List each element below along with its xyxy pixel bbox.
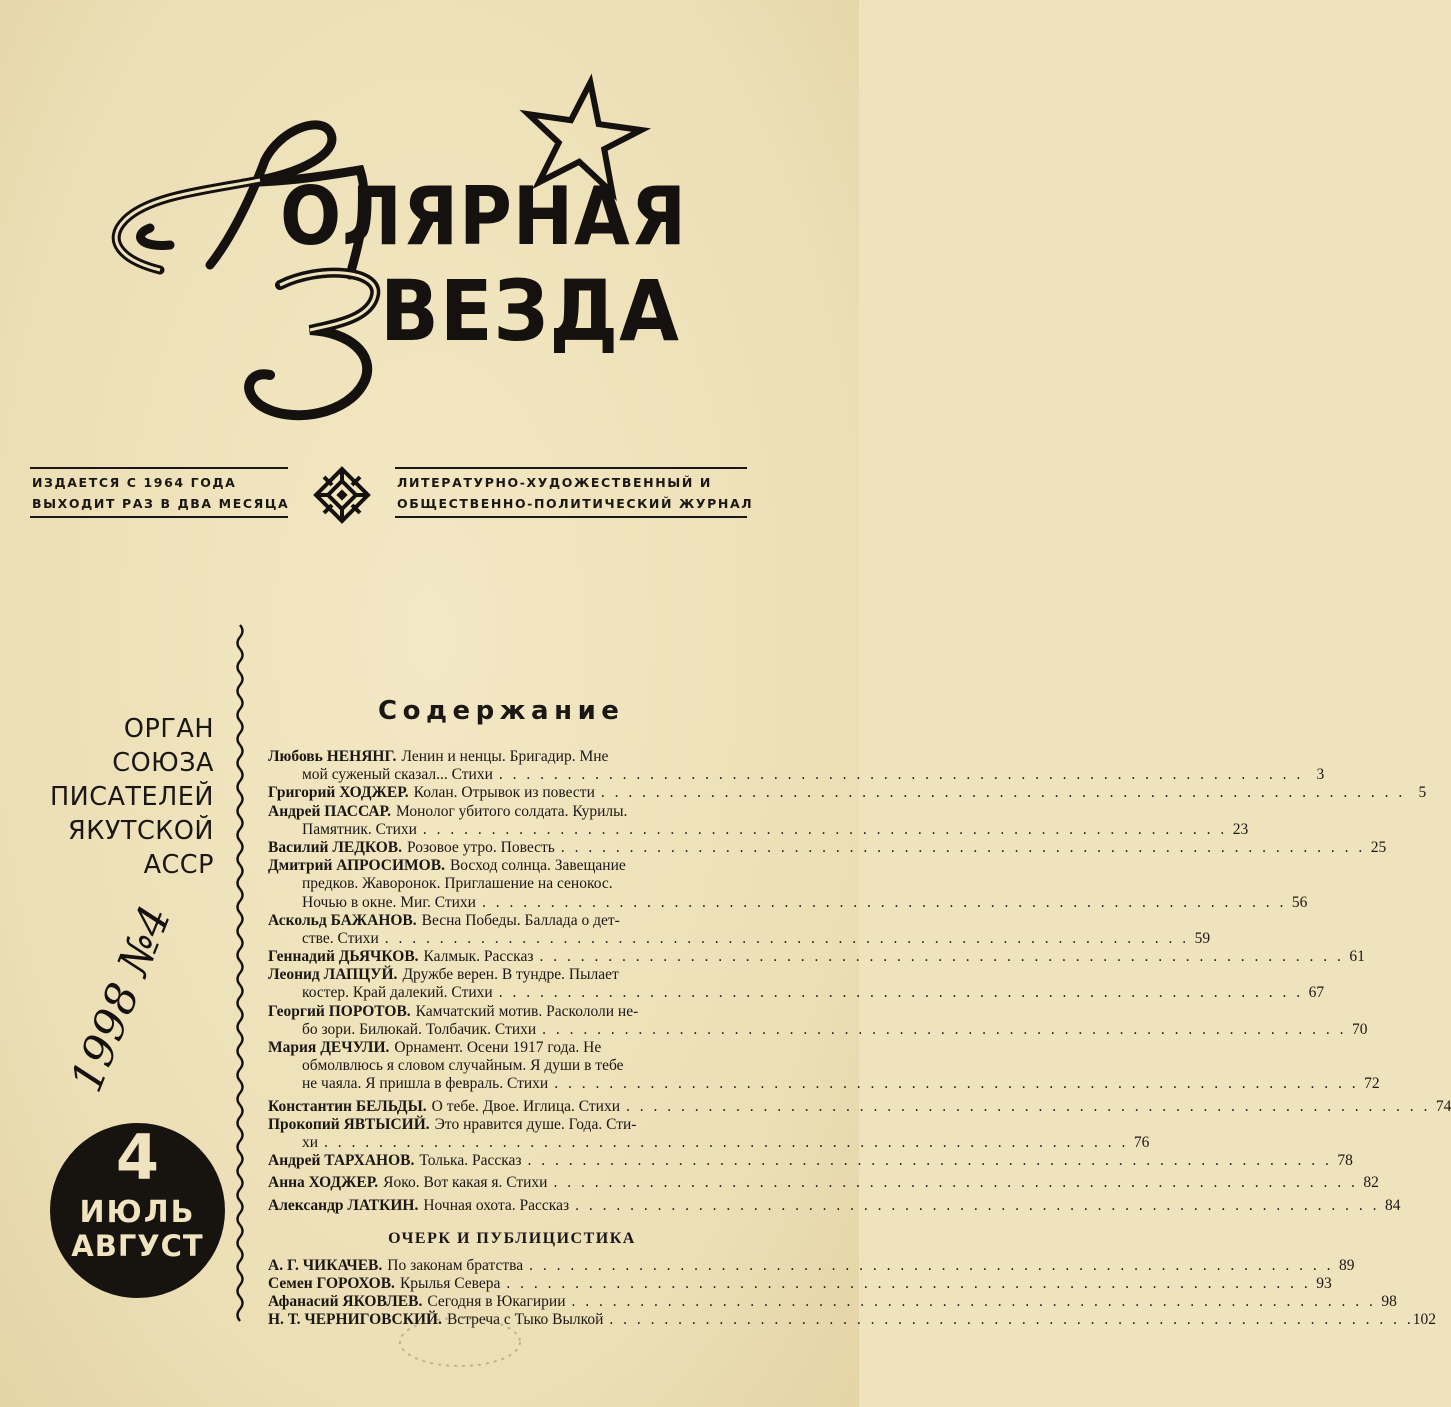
toc-line [268,1293,1397,1311]
organ-line-1: ОРГАН [123,714,214,744]
toc-title: Ночная охота. Рассказ [423,1196,570,1214]
toc-entry [268,748,1325,784]
table-of-contents [268,748,1451,1329]
toc-title: Ночью в окне. Миг. Стихи [302,893,476,911]
toc-leader-dots [553,1174,1354,1192]
toc-page-number: 84 [1384,1196,1401,1214]
toc-page-number: 82 [1363,1174,1379,1192]
toc-author: Аскольд БАЖАНОВ. [268,911,417,929]
toc-line [268,1174,1379,1192]
issue-number: 4 [115,1121,160,1194]
toc-leader-dots [506,1275,1307,1293]
toc-entry [268,1039,1380,1094]
toc-line [268,803,756,821]
toc-leader-dots [561,839,1362,857]
toc-entry [268,911,1211,948]
toc-page-number: 70 [1352,1020,1368,1038]
toc-leader-dots [601,784,1402,802]
toc-leader-dots [609,1311,1410,1329]
handwritten-note-text: 1998 №4 [60,898,182,1100]
section-title: ОЧЕРК И ПУБЛИЦИСТИКА [388,1229,636,1247]
toc-author: Любовь НЕНЯНГ. [268,748,397,765]
toc-title: Монолог убитого солдата. Курилы. [395,802,628,820]
toc-line [268,820,1249,839]
toc-title: Камчатский мотив. Раскололи не- [415,1002,639,1020]
toc-line [268,857,756,875]
toc-entry [268,966,1325,1002]
publication-frequency: ВЫХОДИТ РАЗ В ДВА МЕСЯЦА [32,496,290,511]
toc-leader-dots [575,1197,1376,1215]
toc-entry [268,838,1387,857]
toc-title: Толька. Рассказ [419,1152,522,1170]
toc-title: хи [302,1133,319,1151]
toc-entry [268,1002,1368,1039]
toc-page-number: 59 [1194,929,1211,947]
organ-line-5: АССР [143,850,214,880]
toc-line [268,966,756,984]
toc-author: Афанасий ЯКОВЛЕВ. [268,1293,423,1311]
toc-entry [268,1152,1353,1170]
toc-line [268,748,756,766]
organ-statement [50,712,214,882]
issue-badge [50,1123,225,1298]
toc-author: Н. Т. ЧЕРНИГОВСКИЙ. [268,1311,442,1329]
band-rule-left-bottom [30,516,288,518]
toc-leader-dots [385,930,1186,948]
toc-page-number: 93 [1316,1274,1332,1292]
toc-line [268,1020,1368,1039]
toc-title: Ленин и ненцы. Бригадир. Мне [401,748,609,765]
toc-entry [268,784,1427,802]
toc-line [268,948,1365,966]
toc-page-number: 78 [1337,1152,1353,1170]
toc-leader-dots [572,1293,1373,1311]
toc-title: Розовое утро. Повесть [407,838,555,856]
toc-author: Семен ГОРОХОВ. [268,1274,395,1292]
toc-leader-dots [499,984,1300,1002]
toc-page-number: 102 [1412,1311,1437,1329]
toc-author: Андрей ТАРХАНОВ. [268,1152,415,1170]
publication-info [32,472,289,514]
toc-line [268,1116,756,1134]
toc-author: Василий ЛЕДКОВ. [268,838,403,856]
ornament-icon [312,465,372,525]
toc-line [268,929,1211,948]
issue-month-2: АВГУСТ [71,1229,204,1263]
faint-stamp-mark [395,1312,525,1372]
toc-title: Орнамент. Осени 1917 года. Не [394,1039,602,1056]
contents-heading: Содержание [378,696,625,726]
journal-type-line1: ЛИТЕРАТУРНО-ХУДОЖЕСТВЕННЫЙ И [397,475,712,490]
toc-leader-dots [542,1021,1343,1039]
toc-line [268,1075,1380,1093]
toc-author: Григорий ХОДЖЕР. [268,784,409,802]
toc-title: обмолвлюсь я словом случайным. Я души в тебе [302,1057,624,1075]
band-rule-left-top [30,467,288,469]
toc-page-number: 74 [1435,1097,1451,1115]
toc-entry [268,802,1249,839]
toc-page-number: 5 [1418,784,1427,802]
toc-entry [268,1097,1451,1116]
toc-page-number: 3 [1316,766,1325,784]
organ-line-4: ЯКУТСКОЙ [68,816,214,846]
toc-page-number: 23 [1232,820,1249,838]
toc-title: Памятник. Стихи [302,820,417,838]
toc-line [268,1039,756,1057]
toc-entry [268,1115,1150,1152]
toc-title: По законам братства [387,1256,524,1274]
toc-entry [268,1256,1355,1275]
toc-title: Это нравится душе. Года. Сти- [434,1115,637,1133]
toc-entry [268,857,1308,912]
toc-page-number: 56 [1291,893,1308,911]
toc-entry [268,1293,1397,1311]
journal-type-line2: ОБЩЕСТВЕННО-ПОЛИТИЧЕСКИЙ ЖУРНАЛ [397,496,754,511]
toc-leader-dots [529,1257,1330,1275]
toc-line [268,766,1325,784]
toc-title: Крылья Севера [399,1274,501,1292]
toc-leader-dots [528,1152,1329,1170]
toc-line [268,1057,756,1075]
magazine-title-line1: ОЛЯРНАЯ [280,170,687,263]
band-rule-right-bottom [395,516,747,518]
toc-author: Леонид ЛАПЦУЙ. [268,966,398,984]
toc-leader-dots [626,1098,1427,1116]
handwritten-annotation [28,885,182,1105]
toc-title: Восход солнца. Завещание [449,857,626,875]
toc-title: мой суженый сказал... Стихи [302,766,493,784]
toc-entry [268,948,1365,966]
toc-author: Георгий ПОРОТОВ. [268,1002,411,1020]
toc-line [268,784,1427,802]
toc-line [268,1152,1353,1170]
toc-page-number: 98 [1381,1293,1397,1311]
toc-page-number: 67 [1308,984,1325,1002]
toc-page-number: 76 [1133,1133,1150,1151]
script-z-letter [249,273,375,416]
toc-line [268,912,756,930]
toc-leader-dots [554,1075,1355,1093]
toc-entry [268,1174,1379,1192]
band-rule-right-top [395,467,747,469]
published-since: ИЗДАЕТСЯ С 1964 ГОДА [32,475,237,490]
toc-line [268,1097,1451,1116]
toc-author: Прокопий ЯВТЫСИЙ. [268,1115,430,1133]
toc-page-number: 89 [1339,1256,1355,1274]
toc-title: Яоко. Вот какая я. Стихи [383,1174,548,1192]
toc-title: Весна Победы. Баллада о дет- [421,911,620,929]
toc-title: бо зори. Билюкай. Толбачик. Стихи [302,1020,537,1038]
toc-leader-dots [423,821,1224,839]
toc-title: Дружбе верен. В тундре. Пылает [402,966,619,984]
organ-line-2: СОЮЗА [112,748,214,778]
toc-line [268,838,1387,857]
toc-author: Геннадий ДЬЯЧКОВ. [268,948,419,966]
vertical-wavy-divider [228,625,252,1315]
toc-entry [268,1274,1332,1293]
toc-title: Встреча с Тыко Вылкой [446,1311,604,1329]
toc-title: стве. Стихи [302,929,379,947]
toc-title: Сегодня в Юкагирии [427,1293,566,1311]
toc-page-number: 72 [1364,1075,1380,1093]
toc-line [268,984,1325,1002]
organ-line-3: ПИСАТЕЛЕЙ [49,782,214,812]
toc-line [268,1133,1150,1152]
toc-title: Колан. Отрывок из повести [413,784,595,802]
toc-line [268,875,756,893]
toc-page-number: 25 [1370,838,1387,856]
toc-title: О тебе. Двое. Иглица. Стихи [431,1097,621,1115]
journal-description [397,472,753,514]
toc-line [268,893,1308,912]
toc-author: Андрей ПАССАР. [268,802,391,820]
toc-title: не чаяла. Я пришла в февраль. Стихи [302,1075,549,1093]
toc-author: Мария ДЕЧУЛИ. [268,1039,390,1056]
toc-line [268,1256,1355,1275]
toc-author: Анна ХОДЖЕР. [268,1174,379,1192]
toc-author: Александр ЛАТКИН. [268,1196,419,1214]
issue-month-1: ИЮЛЬ [79,1195,196,1230]
toc-entries [268,748,1451,1215]
toc-title: предков. Жаворонок. Приглашение на сенокос. [302,875,613,893]
toc-leader-dots [539,948,1340,966]
toc-author: Дмитрий АПРОСИМОВ. [268,857,445,875]
magazine-title-line2: ВЕЗДА [380,262,680,360]
toc-author: Константин БЕЛЬДЫ. [268,1097,427,1115]
toc-line [268,1196,1401,1215]
toc-line [268,1003,756,1021]
toc-leader-dots [324,1134,1125,1152]
toc-page-number: 61 [1349,948,1365,966]
toc-title: костер. Край далекий. Стихи [302,984,493,1002]
toc-author: А. Г. ЧИКАЧЕВ. [268,1256,383,1274]
toc-entry [268,1196,1401,1215]
toc-leader-dots [482,894,1283,912]
toc-title: Калмык. Рассказ [423,948,534,966]
toc-line [268,1274,1332,1293]
toc-leader-dots [499,766,1300,784]
